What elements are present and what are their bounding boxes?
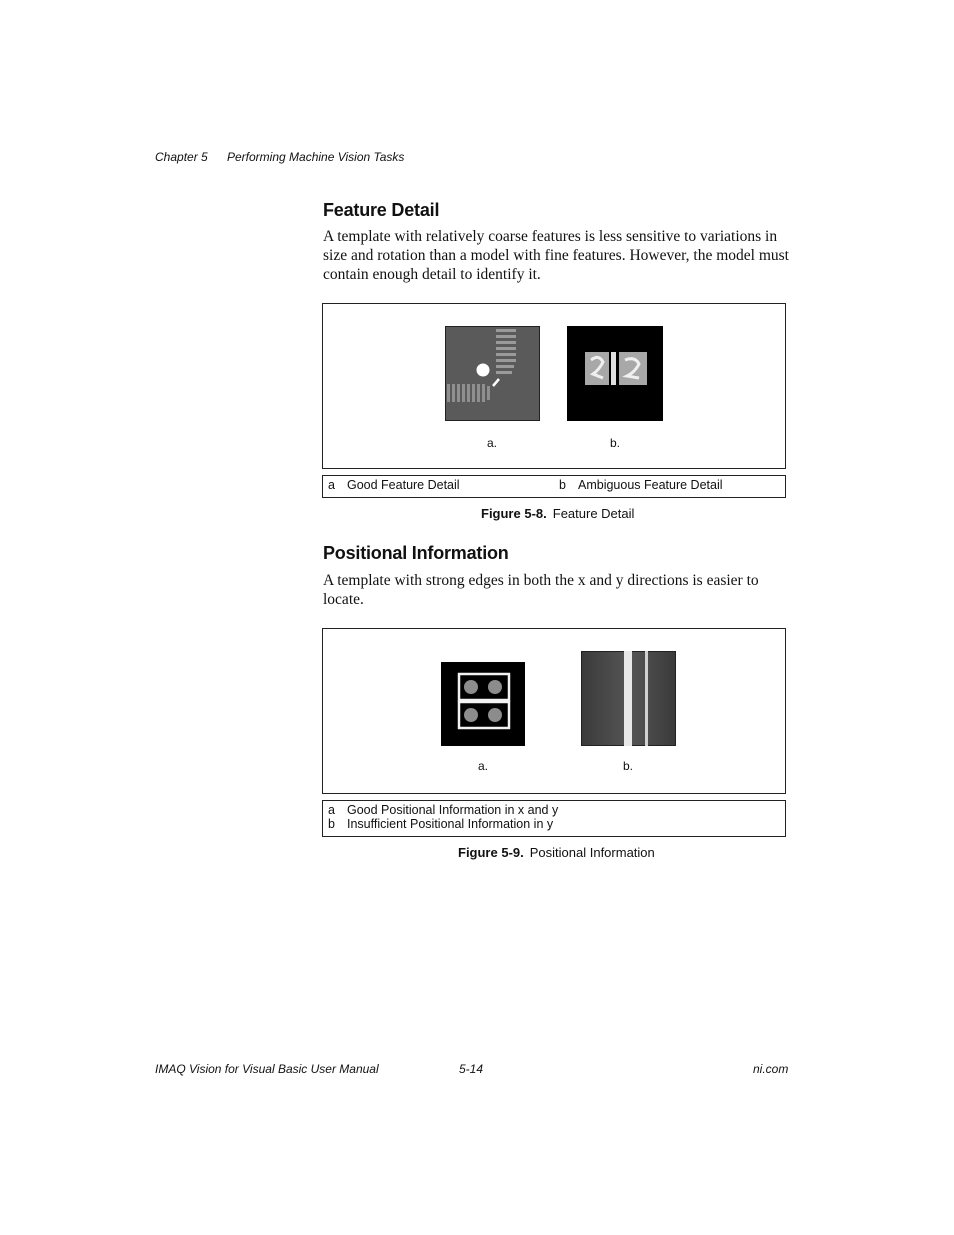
section-heading-positional-information: Positional Information — [323, 543, 509, 563]
caption-number: Figure 5-8. — [481, 506, 547, 521]
figure-5-9-frame — [322, 628, 786, 794]
caption-text: Feature Detail — [552, 506, 635, 521]
figure-5-9-legend — [322, 800, 786, 837]
section-paragraph-feature-detail: A template with relatively coarse features is less sensitive to variations in size and rotation than a model with fine features. However, the model must contain enough detail to identify it. — [323, 228, 789, 283]
caption-number: Figure 5-9. — [458, 845, 524, 860]
chapter-title: Performing Machine Vision Tasks — [227, 150, 405, 164]
running-head — [155, 150, 405, 164]
feature-detail-image-a — [445, 326, 540, 421]
figure-5-8-frame — [322, 303, 786, 469]
figure-5-8-caption — [481, 506, 634, 521]
footer-manual-title: IMAQ Vision for Visual Basic User Manual — [155, 1062, 379, 1076]
legend-text: Good Feature Detail — [347, 478, 460, 492]
legend-letter: b — [328, 817, 335, 831]
positional-image-b — [581, 651, 676, 746]
footer-page-number: 5-14 — [459, 1062, 484, 1076]
feature-detail-image-b — [567, 326, 663, 421]
legend-letter: a — [328, 803, 335, 817]
section-heading-feature-detail: Feature Detail — [323, 200, 440, 220]
legend-text: Good Positional Information in x and y — [347, 803, 559, 817]
chapter-label: Chapter 5 — [155, 150, 208, 164]
legend-letter: a — [328, 478, 335, 492]
figure-5-8-sublabel-a: a. — [487, 436, 498, 450]
legend-text: Insufficient Positional Information in y — [347, 817, 554, 831]
caption-text: Positional Information — [529, 845, 655, 860]
positional-image-a — [441, 662, 525, 746]
footer-site: ni.com — [753, 1062, 789, 1076]
section-paragraph-positional-information: A template with strong edges in both the x and y directions is easier to locate. — [323, 572, 759, 608]
figure-5-8-sublabel-b: b. — [610, 436, 621, 450]
legend-text: Ambiguous Feature Detail — [578, 478, 723, 492]
legend-letter: b — [559, 478, 566, 492]
figure-5-8-legend — [322, 475, 786, 498]
figure-5-9-sublabel-a: a. — [478, 759, 489, 773]
figure-5-9-sublabel-b: b. — [623, 759, 634, 773]
figure-5-9-caption — [458, 845, 655, 860]
